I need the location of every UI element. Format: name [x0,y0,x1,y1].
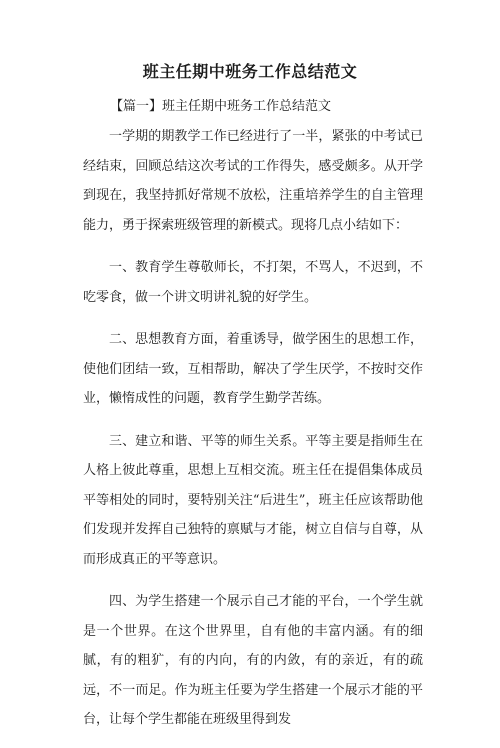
document-body [83,122,423,748]
paragraph-point-3: 三、建立和谐、平等的师生关系。平等主要是指师生在人格上彼此尊重，思想上互相交流。班主任在提倡集体成员平等相处的同时，要特别关注“后进生”，班主任应该帮助他们发现并发挥自己独特的禀赋与才能，树立自信与自尊，从而形成真正的平等意识。 [83,433,423,567]
paragraph-point-1: 一、教育学生尊敬师长，不打架，不骂人，不迟到，不吃零食，做一个讲文明讲礼貌的好学生。 [83,260,423,305]
paragraph-intro: 一学期的期教学工作已经进行了一半，紧张的中考试已经结束，回顾总结这次考试的工作得失，感受颇多。从开学到现在，我坚持抓好常规不放松，注重培养学生的自主管理能力，勇于探索班级管理的新模式。现将几点小结如下： [83,129,423,233]
paragraph-point-2: 二、思想教育方面，着重诱导，做学困生的思想工作，使他们团结一致，互相帮助，解决了学生厌学，不按时交作业，懒惰成性的问题，教育学生勤学苦练。 [83,332,423,406]
section-heading: 【篇一】班主任期中班务工作总结范文 [110,99,332,114]
paragraph-point-4: 四、为学生搭建一个展示自己才能的平台，一个学生就是一个世界。在这个世界里，自有他的丰富内涵。有的细腻，有的粗犷，有的内向，有的内敛，有的亲近，有的疏远，不一而足。作为班主任要为学生搭建一个展示才能的平台，让每个学生都能在班级里得到发 [83,594,423,727]
document-title: 班主任期中班务工作总结范文 [142,62,358,81]
